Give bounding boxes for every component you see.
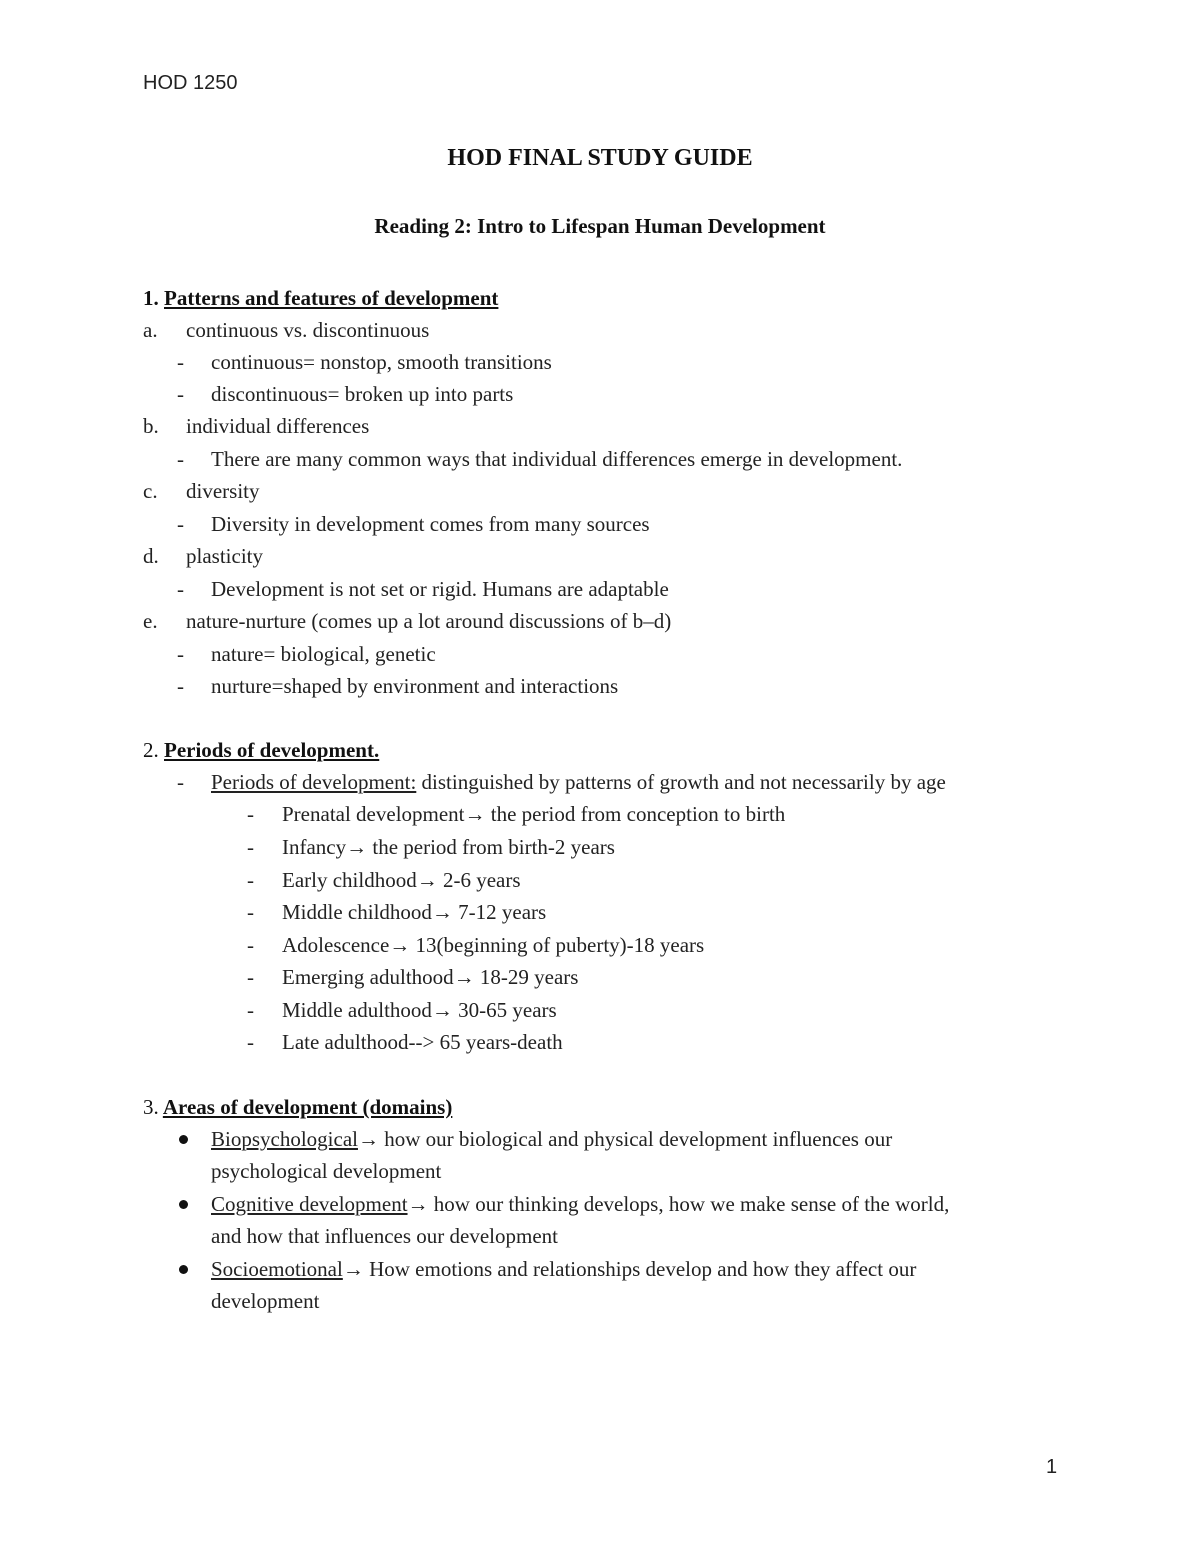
document-title: HOD FINAL STUDY GUIDE	[447, 145, 753, 171]
section-2-heading	[143, 736, 379, 764]
sub-item-text: nurture=shaped by environment and interactions	[211, 674, 619, 698]
sub-item-text: Diversity in development comes from many sources	[211, 512, 650, 536]
period-text: Early childhood→ 2-6 years	[282, 868, 521, 892]
period-text: Emerging adulthood→ 18-29 years	[282, 965, 579, 989]
domain-line	[211, 1190, 949, 1218]
sub-item-text: discontinuous= broken up into parts	[211, 382, 514, 406]
section-1-heading	[143, 284, 498, 312]
domain-term: Socioemotional	[211, 1257, 343, 1281]
bullet-icon	[179, 1200, 188, 1209]
dash-marker: -	[177, 577, 184, 601]
item-letter: a.	[143, 318, 158, 342]
domain-description: → how our biological and physical development influences our	[357, 1127, 893, 1151]
periods-intro-text	[211, 768, 946, 796]
sub-item-text: nature= biological, genetic	[211, 642, 436, 666]
section-heading-text: Periods of development.	[164, 738, 380, 762]
item-letter: c.	[143, 479, 158, 503]
dash-marker: -	[177, 350, 184, 374]
page-number: 1	[1046, 1456, 1058, 1478]
dash-marker: -	[177, 642, 184, 666]
period-text: Middle childhood→ 7-12 years	[282, 900, 547, 924]
period-text: Adolescence→ 13(beginning of puberty)-18 years	[282, 933, 705, 957]
domain-description: → How emotions and relationships develop and how they affect our	[342, 1257, 917, 1281]
domain-description-cont: and how that influences our development	[211, 1224, 558, 1248]
dash-marker: -	[247, 900, 254, 924]
domain-line	[211, 1255, 916, 1283]
dash-marker: -	[177, 512, 184, 536]
dash-marker: -	[247, 933, 254, 957]
domain-description-cont: psychological development	[211, 1159, 442, 1183]
item-text: continuous vs. discontinuous	[186, 318, 430, 342]
dash-marker: -	[247, 998, 254, 1022]
section-number: 2.	[143, 738, 159, 762]
period-text: Late adulthood--> 65 years-death	[282, 1030, 563, 1054]
section-3-heading	[143, 1093, 452, 1121]
bullet-icon	[179, 1135, 188, 1144]
item-text: plasticity	[186, 544, 263, 568]
item-text: diversity	[186, 479, 260, 503]
sub-item-text: Development is not set or rigid. Humans are adaptable	[211, 577, 669, 601]
section-heading-text: Areas of development (domains)	[162, 1095, 453, 1119]
item-letter: e.	[143, 609, 158, 633]
section-number: 3.	[143, 1095, 159, 1119]
dash-marker: -	[247, 802, 254, 826]
item-letter: b.	[143, 414, 159, 438]
item-text: individual differences	[186, 414, 370, 438]
period-text: Middle adulthood→ 30-65 years	[282, 998, 557, 1022]
dash-marker: -	[177, 770, 184, 794]
dash-marker: -	[247, 965, 254, 989]
domain-description: → how our thinking develops, how we make sense of the world,	[407, 1192, 950, 1216]
periods-term: Periods of development:	[211, 770, 417, 794]
section-number: 1.	[143, 286, 159, 310]
domain-term: Cognitive development	[211, 1192, 408, 1216]
dash-marker: -	[247, 835, 254, 859]
reading-subtitle: Reading 2: Intro to Lifespan Human Development	[374, 214, 826, 238]
dash-marker: -	[247, 868, 254, 892]
dash-marker: -	[177, 674, 184, 698]
sub-item-text: There are many common ways that individual differences emerge in development.	[211, 447, 903, 471]
sub-item-text: continuous= nonstop, smooth transitions	[211, 350, 552, 374]
bullet-icon	[179, 1265, 188, 1274]
section-heading-text: Patterns and features of development	[164, 286, 499, 310]
domain-term: Biopsychological	[211, 1127, 358, 1151]
dash-marker: -	[177, 382, 184, 406]
domain-description-cont: development	[211, 1289, 320, 1313]
item-text: nature-nurture (comes up a lot around discussions of b–d)	[186, 609, 672, 633]
domain-line	[211, 1125, 892, 1153]
item-letter: d.	[143, 544, 159, 568]
dash-marker: -	[247, 1030, 254, 1054]
course-header: HOD 1250	[143, 72, 238, 94]
period-text: Infancy→ the period from birth-2 years	[282, 835, 615, 859]
dash-marker: -	[177, 447, 184, 471]
periods-definition: distinguished by patterns of growth and not necessarily by age	[416, 770, 946, 794]
period-text: Prenatal development→ the period from conception to birth	[282, 802, 786, 826]
